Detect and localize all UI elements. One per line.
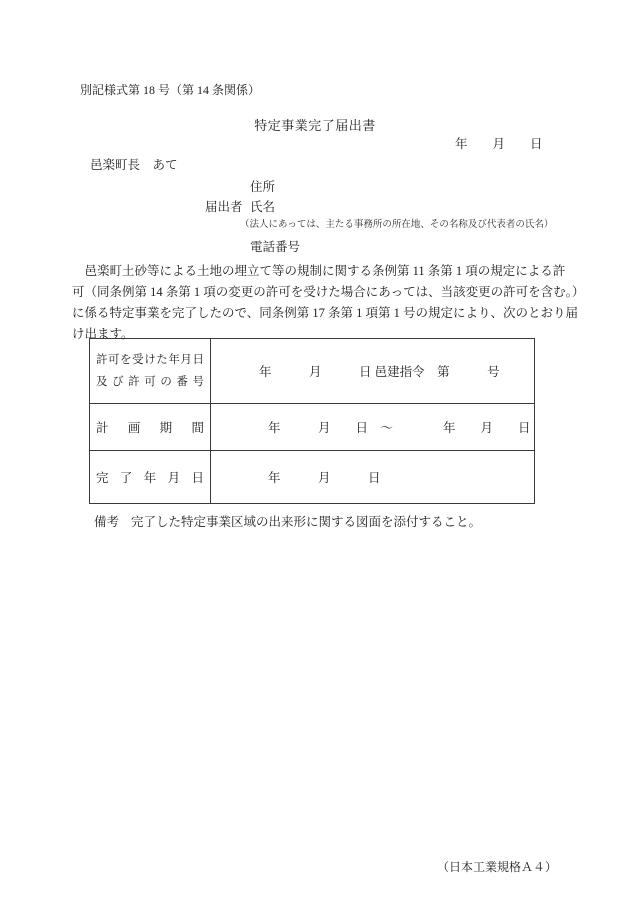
plan-period-label: 計画期間 (90, 404, 211, 451)
declarant-label: 届出者 (205, 200, 243, 214)
body-line: け出ます。 (72, 327, 134, 341)
phone-label: 電話番号 (250, 240, 301, 254)
remarks-label: 備考 (94, 515, 120, 529)
table-row-permit (90, 339, 535, 404)
body-paragraph (72, 261, 585, 345)
body-line: 邑楽町土砂等による土地の埋立て等の規制に関する条例第 11 条第 1 項の規定による許 (72, 264, 566, 278)
remarks-text: 完了した特定事業区域の出来形に関する図面を添付すること。 (131, 515, 482, 529)
plan-period-value: 年 月 日 ～ 年 月 日 (211, 404, 535, 451)
table-row-completion-date (90, 451, 535, 504)
remarks-line (94, 512, 481, 530)
address-label: 住所 (250, 180, 276, 194)
permit-date-number-value: 年 月 日 邑建指令 第 号 (211, 339, 535, 404)
name-label: 氏名 (250, 200, 276, 214)
document-title: 特定事業完了届出書 (254, 118, 376, 133)
form-number: 別記様式第 18 号（第 14 条関係） (80, 83, 261, 97)
table-row-plan-period (90, 404, 535, 451)
completion-date-value: 年 月 日 (211, 451, 535, 504)
date-line: 年 月 日 (455, 137, 543, 151)
addressee-line: 邑楽町長 あて (90, 158, 178, 172)
body-line: に係る特定事業を完了したので、同条例第 17 条第 1 項第 1 号の規定により、次のとおり届 (72, 306, 579, 320)
corporate-note: （法人にあっては、主たる事務所の所在地、その名称及び代表者の氏名） (240, 220, 554, 230)
completion-date-label: 完了年月日 (90, 451, 211, 504)
body-line: 可（同条例第 14 条第 1 項の変更の許可を受けた場合にあっては、当該変更の許可を含む。） (72, 285, 585, 299)
paper-standard-note: （日本工業規格Ａ４） (437, 860, 558, 874)
permit-date-number-label: 許可を受けた年月日及び許可の番号 (90, 339, 211, 404)
completion-form-table (89, 338, 535, 504)
